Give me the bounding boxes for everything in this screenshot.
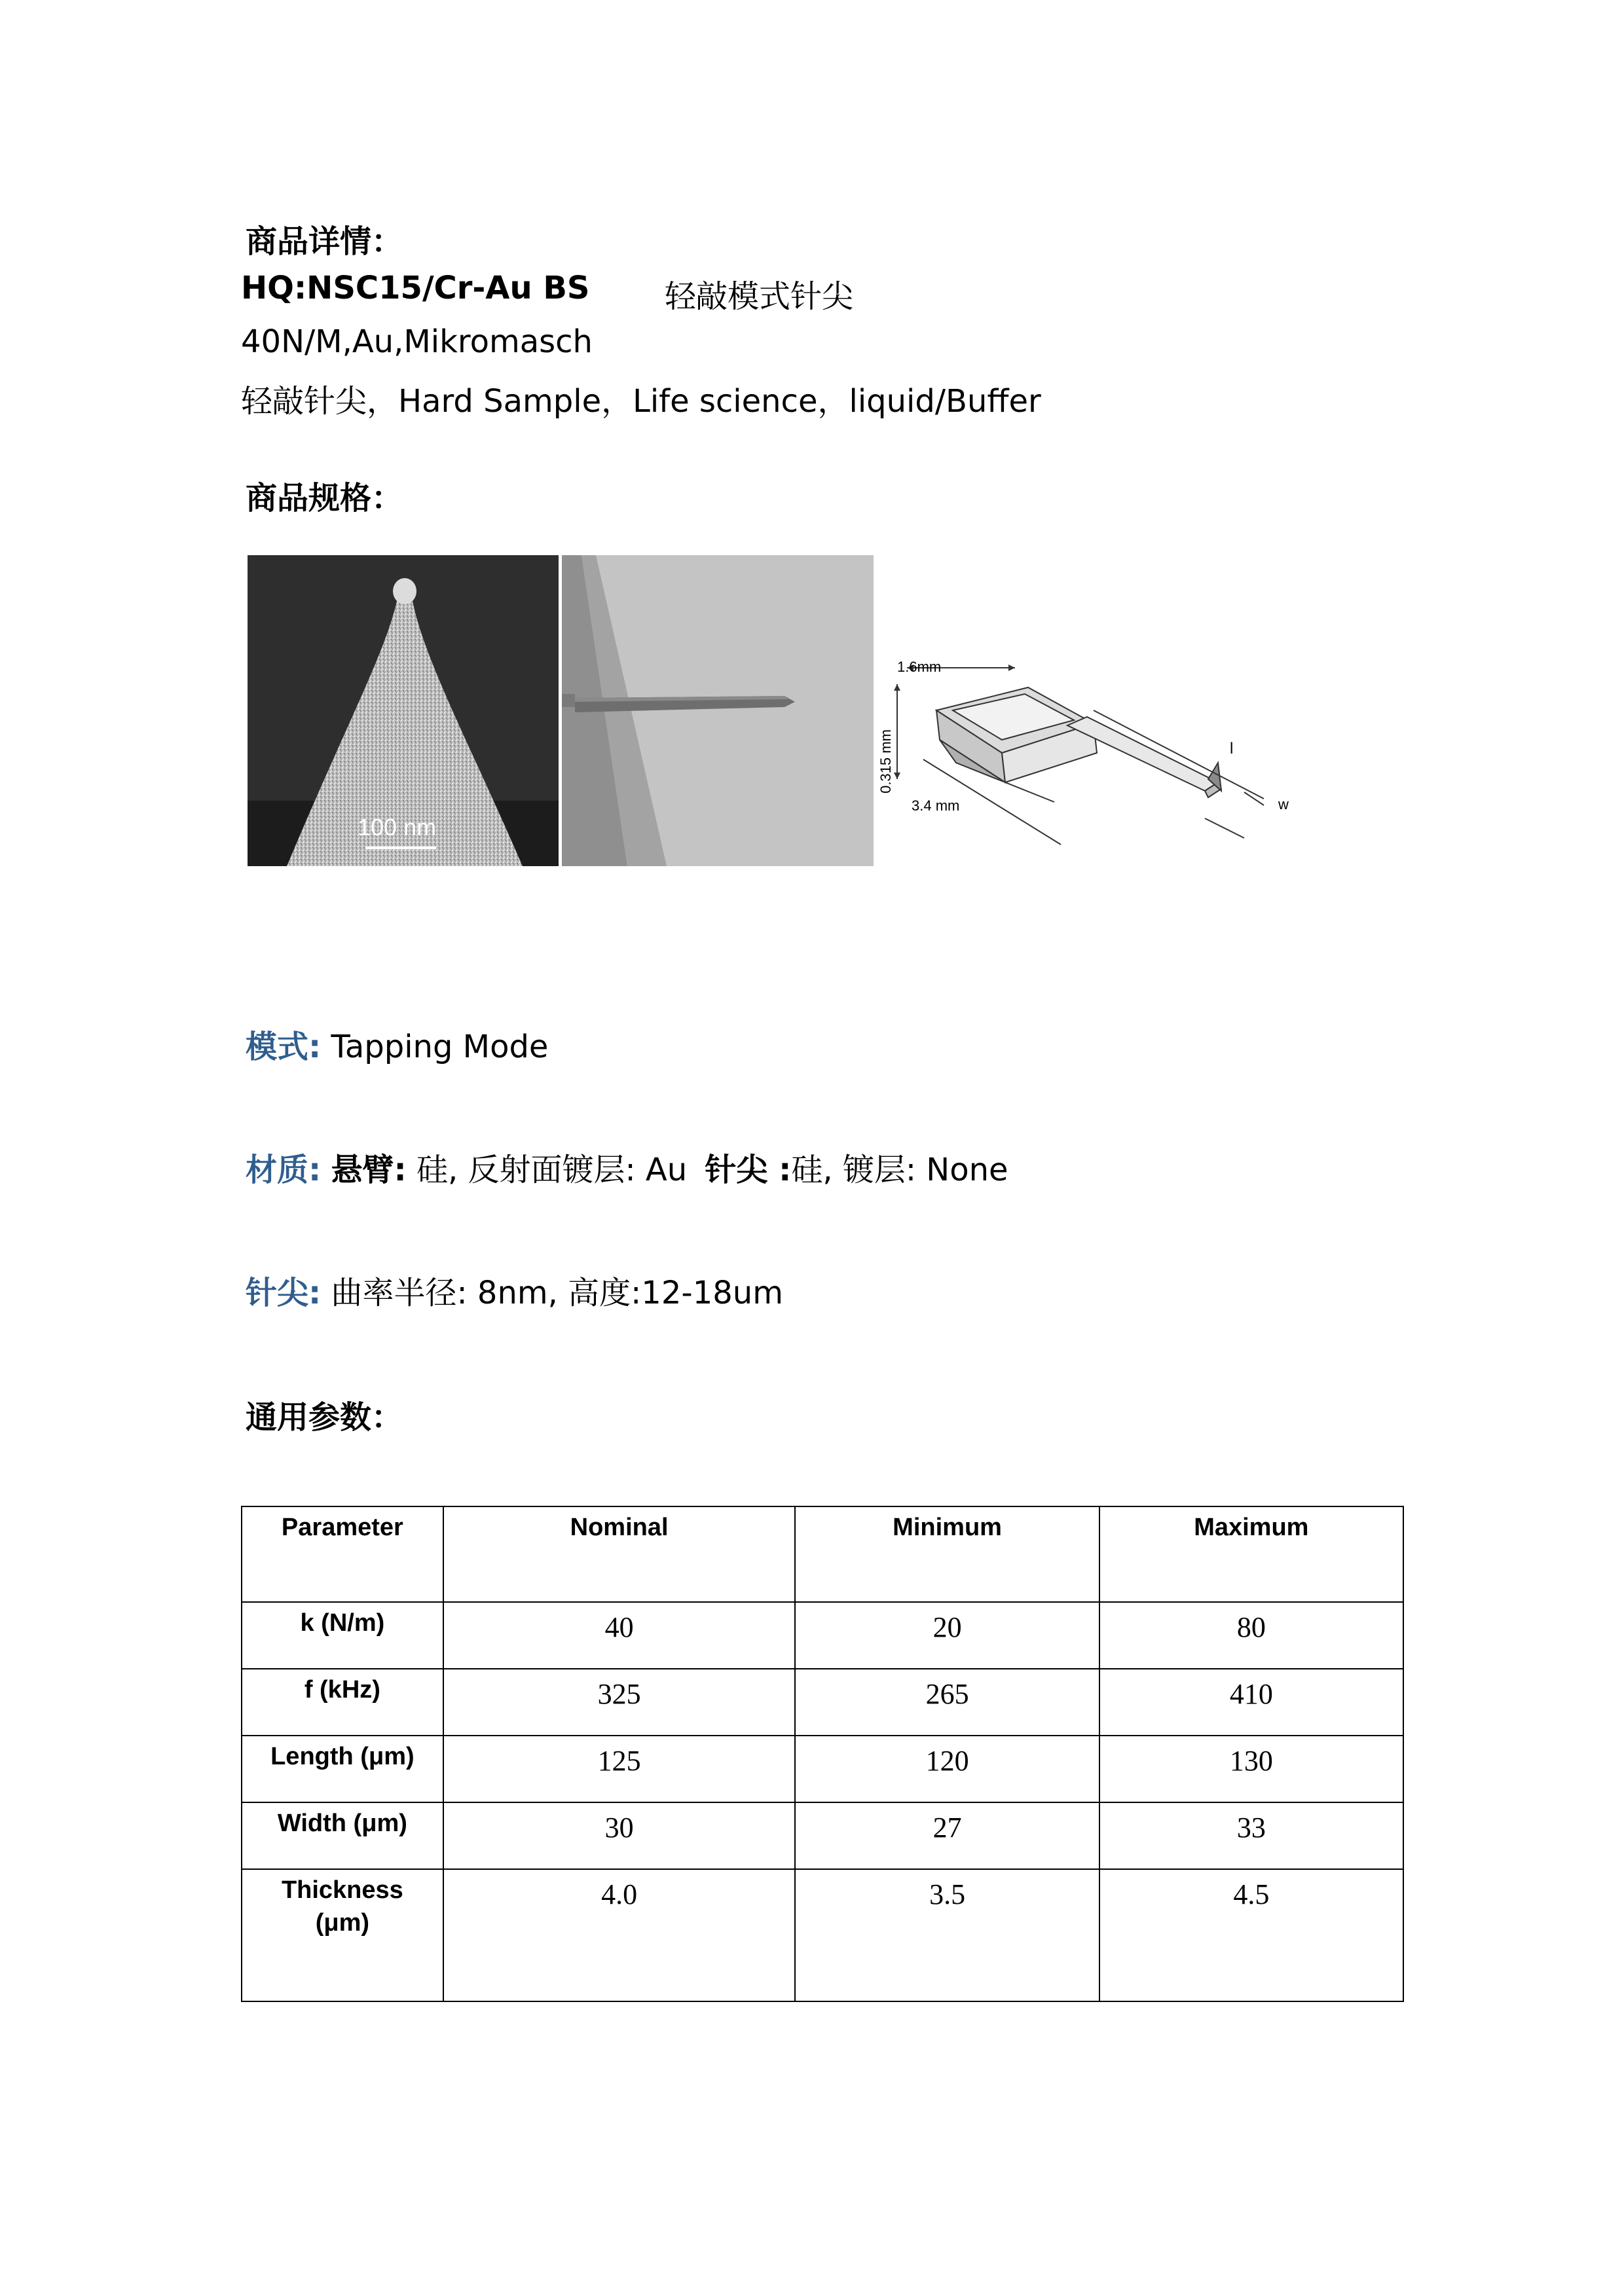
general-heading: 通用参数： [246,1399,403,1436]
minimum-value: 3.5 [795,1869,1099,2001]
row-label: Width (μm) [242,1802,443,1869]
mode-label: 模式: [246,1029,322,1065]
tags-line: 轻敲针尖，Hard Sample，Life science，liquid/Buffer [241,383,1041,420]
cantilever-label: 悬臂: [331,1152,407,1188]
dim-width-label: 1.6mm [897,659,942,675]
mode-value: Tapping Mode [331,1029,549,1065]
nominal-value: 4.0 [443,1869,796,2001]
table-header-row [242,1506,1403,1602]
maximum-value: 4.5 [1099,1869,1403,2001]
spec-line: 40N/M,Au,Mikromasch [241,323,593,360]
product-description: 轻敲模式针尖 [665,278,854,315]
dim-length-label: 3.4 mm [912,797,960,814]
dim-l-label: l [1230,740,1234,757]
maximum-value: 130 [1099,1736,1403,1802]
product-code: HQ:NSC15/Cr-Au BS [241,270,590,306]
header-parameter: Parameter [242,1506,443,1602]
material-label: 材质: [246,1152,322,1188]
tip-material-value: 硅, 镀层: None [791,1152,1008,1188]
nominal-value: 325 [443,1669,796,1736]
table-row [242,1602,1403,1669]
table-row [242,1869,1403,2001]
cantilever-value: 硅, 反射面镀层: Au [416,1152,688,1188]
row-label: k (N/m) [242,1602,443,1669]
minimum-value: 27 [795,1802,1099,1869]
row-label: Length (μm) [242,1736,443,1802]
material-line [246,1144,1008,1190]
scale-bar-label: 100 nm [358,814,437,841]
dim-w-label: w [1278,796,1289,812]
header-maximum: Maximum [1099,1506,1403,1602]
header-minimum: Minimum [795,1506,1099,1602]
nominal-value: 125 [443,1736,796,1802]
table-row [242,1669,1403,1736]
nominal-value: 30 [443,1802,796,1869]
sem-tip-image [248,555,559,866]
row-label: Thickness (μm) [242,1869,443,2001]
table-row [242,1802,1403,1869]
details-heading: 商品详情： [246,223,403,260]
tip-value: 曲率半径: 8nm, 高度:12-18um [331,1275,783,1311]
cantilever-photo [562,555,874,866]
header-nominal: Nominal [443,1506,796,1602]
scale-bar [365,847,436,849]
parameters-table [241,1506,1404,2002]
nominal-value: 40 [443,1602,796,1669]
dim-thickness-label: 0.315 mm [877,729,894,793]
tip-label: 针尖: [246,1275,322,1311]
minimum-value: 265 [795,1669,1099,1736]
minimum-value: 120 [795,1736,1099,1802]
spec-heading: 商品规格： [246,480,403,517]
maximum-value: 33 [1099,1802,1403,1869]
maximum-value: 80 [1099,1602,1403,1669]
row-label: f (kHz) [242,1669,443,1736]
minimum-value: 20 [795,1602,1099,1669]
mode-line [246,1021,548,1066]
tip-line [246,1267,783,1313]
maximum-value: 410 [1099,1669,1403,1736]
cantilever-dimension-sketch [877,648,1310,871]
table-row [242,1736,1403,1802]
tip-material-label: 针尖 : [705,1152,792,1188]
